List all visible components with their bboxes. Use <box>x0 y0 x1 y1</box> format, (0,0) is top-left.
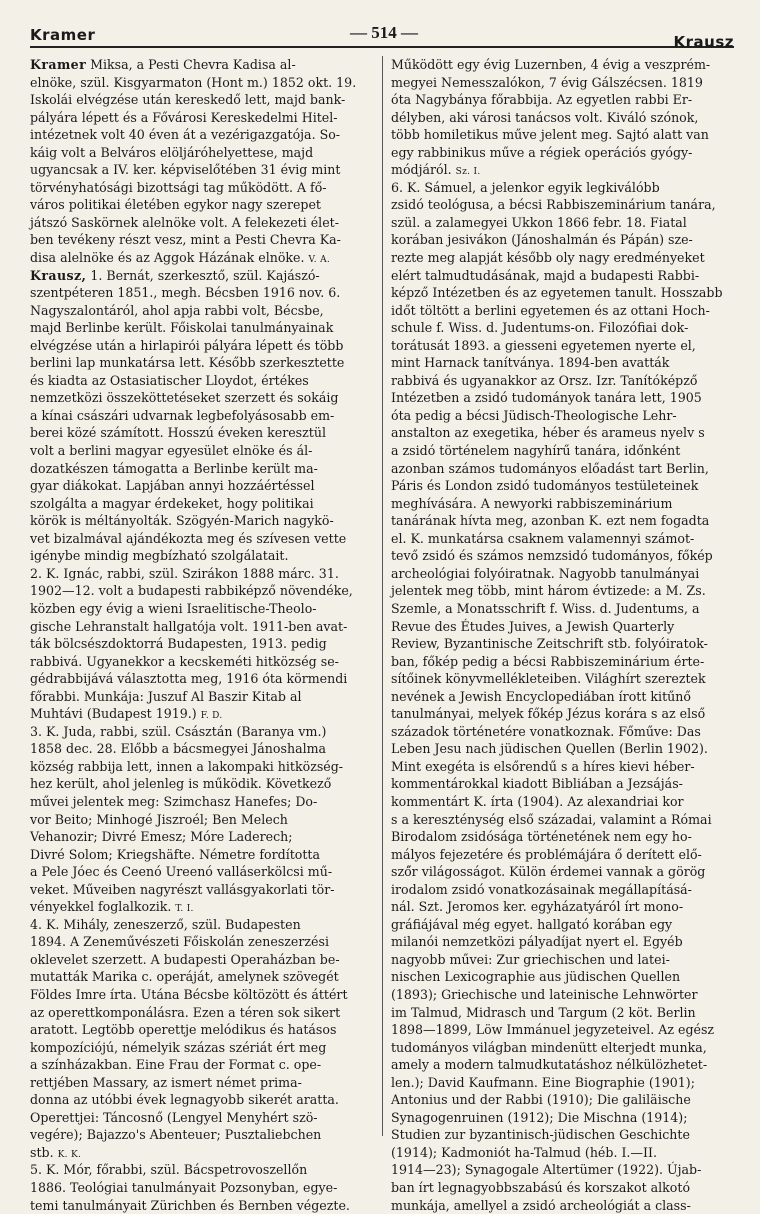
right-column-text-line: több homiletikus műve jelent meg. Sajtó alatt van <box>391 127 709 143</box>
right-column-text-line: sítőinek könyvmellékleteiben. Világhírt szereztek <box>391 671 706 687</box>
right-column-text-line: len.); David Kaufmann. Eine Biographie (1901); <box>391 1074 695 1090</box>
left-column-text-line: főrabbi. Munkája: Juszuf Al Baszir Kitab al <box>30 688 302 704</box>
right-column-text-line: jelentek meg több, mint három évtizede: a M. Zs. <box>391 583 706 599</box>
right-column-text-line: schule f. Wiss. d. Judentums-on. Filozófiai dok- <box>391 320 689 336</box>
right-column-text-line: szül. a zalamegyei Ukkon 1866 febr. 18. Fiatal <box>391 214 687 230</box>
right-column-text-line: anstalton az exegetika, héber és arameus nyelv s <box>391 425 705 441</box>
left-column-text-line: 3. K. Juda, rabbi, szül. Császtán (Baranya vm.) <box>30 723 327 739</box>
left-column-text-line: Iskolái elvégzése után kereskedő lett, majd bank- <box>30 92 346 108</box>
left-column-text-line: Operettjei: Táncosnő (Lengyel Menyhért szö- <box>30 1109 318 1125</box>
right-column-text-line: Páris és London zsidó tudományos testületeinek <box>391 478 699 494</box>
right-column-text-line: (1914); Kadmoniót ha-Talmud (héb. I.—II. <box>391 1144 657 1160</box>
right-column-text-line: a zsidó történelem nagyhírű tanára, időnként <box>391 443 681 459</box>
right-column-text-line: mályos fejezetére és problémájára ő derített elő- <box>391 846 702 862</box>
left-column-text-line: ugyancsak a IV. ker. képviselőtében 31 évig mint <box>30 162 341 178</box>
right-column-text-line: 1914—23); Synagogale Altertümer (1922). Újab- <box>391 1162 702 1178</box>
right-column-text-line: irodalom zsidó vonatkozásainak megállapításá- <box>391 881 692 897</box>
left-column-text-line: mutatták Marika c. operáját, amelynek szövegét <box>30 969 339 985</box>
right-column-text-line: gráfiájával még egyet. hallgató korában egy <box>391 916 673 932</box>
right-column-text-line: Revue des Études Juives, a Jewish Quarterly <box>391 618 675 634</box>
left-column-text-line: Divré Solom; Kriegshäfte. Németre fordította <box>30 846 320 862</box>
left-column-text-line: Muhtávi (Budapest 1919.) F. D. <box>30 706 223 722</box>
left-column-text-line: disa alelnöke és az Aggok Házának elnöke. V. A. <box>30 250 331 266</box>
left-column-text-line: kompozíciójú, némelyik százas szériát ért meg <box>30 1039 327 1055</box>
left-column-text-line: pályára lépett és a Fővárosi Kereskedelmi Hitel- <box>30 109 338 125</box>
right-column-text-line: s a kereszténység első századai, valamint a Római <box>391 811 712 827</box>
author-signature: V. A. <box>308 255 331 266</box>
right-column-text-line: zsidó teológusa, a bécsi Rabbiszeminárium tanára, <box>391 197 716 213</box>
right-column-text-line: munkája, amellyel a zsidó archeológiát a class- <box>391 1197 691 1213</box>
right-column-text-line: torátusát 1893. a giesseni egyetemen nyerte el, <box>391 337 696 353</box>
right-column-text-line: századok történetére vonatkoznak. Főműve: Das <box>391 723 701 739</box>
left-column-text-line: igénybe mindig megbízható szolgálatait. <box>30 548 289 564</box>
right-column-text-line: óta Nagybánya főrabbija. Az egyetlen rabbi Er- <box>391 92 693 108</box>
right-column-text-line: nagyobb művei: Zur griechischen und latei- <box>391 951 670 967</box>
left-column-text-line: rabbivá. Ugyanekkor a kecskeméti hitközség se- <box>30 653 339 669</box>
left-column-text-line: káig volt a Belváros elöljáróhelyettese, majd <box>30 144 314 160</box>
left-column-text-line: rettjében Massary, az ismert német prima- <box>30 1074 302 1090</box>
right-column-text-line: nischen Lexicographie aus jüdischen Quellen <box>391 969 681 985</box>
left-column-text-line: játszó Saskörnek alelnöke volt. A felekezeti élet- <box>30 214 339 230</box>
right-column-text-line: nál. Szt. Jeromos ker. egyházatyáról írt mono- <box>391 899 684 915</box>
right-column-text-line: nevének a Jewish Encyclopediában írott kitűnő <box>391 688 691 704</box>
left-column-text-line: intézetnek volt 40 éven át a vezérigazgatója. So- <box>30 127 341 143</box>
right-column-text-line: el. K. munkatársa csaknem valamennyi számot- <box>391 530 695 546</box>
right-column-text-line: képző Intézetben és az egyetemen tanult. Hosszabb <box>391 285 723 301</box>
right-column-text-line: Birodalom zsidósága történetének nem egy ho- <box>391 829 692 845</box>
right-column-text-line: egy rabbinikus műve a régiek operációs gyógy- <box>391 144 693 160</box>
author-signature: F. D. <box>200 711 223 722</box>
right-column-text-line: Intézetben a zsidó tudományok tanára lett, 1905 <box>391 390 702 406</box>
right-column-text-line: tanulmányai, melyek főkép Jézus korára s az első <box>391 706 706 722</box>
left-column-text-line: nemzetközi összeköttetéseket szerzett és sokáig <box>30 390 339 406</box>
running-header <box>30 22 734 51</box>
left-column-text-line: a kínai császári udvarnak legbefolyásosabb em- <box>30 407 335 423</box>
left-column-text-line: temi tanulmányait Zürichben és Bernben végezte. <box>30 1197 350 1213</box>
right-column-text-line: óta pedig a bécsi Jüdisch-Theologische Lehr- <box>391 407 677 423</box>
right-column-text-line: Mint exegéta is elsőrendű s a híres kievi héber- <box>391 758 695 774</box>
left-column <box>30 56 382 1214</box>
right-column-text-line: Antonius und der Rabbi (1910); Die galiläische <box>391 1092 691 1108</box>
right-column-text-line: (1893); Griechische und lateinische Lehnwörter <box>391 986 698 1002</box>
left-column-text-line: szentpéteren 1851., megh. Bécsben 1916 nov. 6. <box>30 285 341 301</box>
right-column-text-line: ban írt legnagyobbszabású és korszakot alkotó <box>391 1180 691 1195</box>
left-column-text-line: közben egy évig a wieni Israelitische-Theolo- <box>30 600 317 616</box>
left-column-text-line: hez került, ahol jelenleg is működik. Következő <box>30 776 332 792</box>
left-column-text-line: majd Berlinbe került. Főiskolai tanulmányainak <box>30 320 334 336</box>
left-column-text-line: stb. K. K. <box>30 1144 82 1160</box>
right-column-text-line: 1898—1899, Löw Immánuel jegyzeteivel. Az egész <box>391 1022 715 1038</box>
left-column-text-line: vet bizalmával ajándékozta meg és szívesen vette <box>30 530 347 546</box>
left-column-text-line: 1858 dec. 28. Előbb a bácsmegyei Jánoshalma <box>30 741 327 757</box>
right-column-text-line: sző̋r világosságot. Külön érdemei vannak a görög <box>391 864 706 880</box>
right-column-text-line: im Talmud, Midrasch und Targum (2 köt. Berlin <box>391 1004 696 1020</box>
right-column-text-line: megyei Nemesszalókon, 7 évig Gálszécsen. 1819 <box>391 74 703 90</box>
left-column-text-line: a Pele Jóec és Ceenó Ureenó valláserkölcsi mű- <box>30 864 333 880</box>
right-column-text-line: elért talmudtudásának, majd a budapesti Rabbi- <box>391 267 700 283</box>
left-column-text-line: és kiadta az Ostasiatischer Lloydot, értékes <box>30 372 309 388</box>
left-column-text-line: volt a berlini magyar egyesület elnöke és ál- <box>30 443 313 459</box>
right-column-text-line: archeológiai folyóiratnak. Nagyobb tanulmányai <box>391 565 700 581</box>
right-column-text-line: délyben, aki városi tanácsos volt. Kiváló szónok, <box>391 109 699 125</box>
left-column-text-line: törvényhatósági bizottsági tag működött. A fő- <box>30 179 327 195</box>
right-column-text-line: kommentárokkal kiadott Bibliában a Jezsájás- <box>391 776 683 792</box>
left-column-text-line: vor Beito; Minhogé Jiszroél; Ben Melech <box>30 811 288 827</box>
left-column-text-line: szolgálta a magyar érdekeket, hogy politikai <box>30 495 314 511</box>
right-column-text-line: korában jesivákon (Jánoshalmán és Pápán) sze- <box>391 232 693 248</box>
right-column-text-line: mint Harnack tanítványa. 1894-ben avatták <box>391 355 670 371</box>
left-column-text-line: elvégzése után a hirlapirói pályára lépett és több <box>30 337 344 353</box>
left-column-text-line: ben tevékeny részt vesz, mint a Pesti Chevra Ka- <box>30 232 341 248</box>
right-column-text-line: 6. K. Sámuel, a jelenkor egyik legkiválóbb <box>391 179 660 195</box>
left-column-text-line: Földes Imre írta. Utána Bécsbe költözött és áttért <box>30 986 348 1002</box>
right-column-text-line: Szemle, a Monatsschrift f. Wiss. d. Judentums, a <box>391 600 700 616</box>
right-column-text-line: ban, főkép pedig a bécsi Rabbiszeminárium érte- <box>391 653 705 669</box>
page-number: — 514 — <box>350 23 418 42</box>
right-column-text-line: rabbivá és ugyanakkor az Orsz. Izr. Tanítóképző <box>391 372 698 388</box>
right-column-text-line: Review, Byzantinische Zeitschrift stb. folyóiratok- <box>391 636 708 652</box>
right-column-text-line: Működött egy évig Luzernben, 4 évig a veszprém- <box>391 57 711 72</box>
right-column-text-line: kommentárt K. írta (1904). Az alexandriai kor <box>391 793 684 809</box>
right-column-text-line: tevő zsidó és számos nemzsidó tudományos, főkép <box>391 548 713 564</box>
right-column-text-line: időt töltött a berlini egyetemen és az ottani Hoch- <box>391 302 710 318</box>
left-column-text-line: vegére); Bajazzo's Abenteuer; Pusztaliebchen <box>30 1127 322 1143</box>
left-column-text-line: 1886. Teológiai tanulmányait Pozsonyban, egye- <box>30 1180 338 1195</box>
entry-headword: Kramer <box>30 57 87 72</box>
left-column-text-line: oklevelet szerzett. A budapesti Operaházban be- <box>30 951 340 967</box>
right-column-text-line: Leben Jesu nach jüdischen Quellen (Berlin 1902). <box>391 741 708 757</box>
left-column-text-line: gédrabbijává választotta meg, 1916 óta körmendi <box>30 671 348 687</box>
left-column-text-line: aratott. Legtöbb operettje melódikus és hatásos <box>30 1022 337 1038</box>
right-column-text-line: tudományos világban mindenütt elterjedt munka, <box>391 1039 707 1055</box>
right-column-text-line: rezte meg alapját később oly nagy eredményeket <box>391 250 705 266</box>
left-column-text-line: város politikai életében egykor nagy szerepet <box>30 197 321 213</box>
left-column-text-line: berei közé számított. Hosszú éveken keresztül <box>30 425 326 441</box>
left-column-text-line: község rabbija lett, innen a lakompaki hitközség- <box>30 758 344 774</box>
right-column-text-line: azonban számos tudományos előadást tart Berlin, <box>391 460 709 476</box>
author-signature: Sz. I. <box>455 167 481 178</box>
left-column-text-line: vényekkel foglalkozik. T. I. <box>30 899 194 915</box>
right-column <box>382 56 734 1213</box>
left-column-text-line: dozatkészen támogatta a Berlinbe került ma- <box>30 460 318 476</box>
header-left-word: Kramer <box>30 26 96 44</box>
right-column-text-line: módjáról. Sz. I. <box>391 162 481 178</box>
right-column-text-line: tanárának hívta meg, azonban K. ezt nem fogadta <box>391 513 710 529</box>
left-column-text-line: gyar diákokat. Lapjában annyi hozzáértéssel <box>30 478 315 494</box>
right-column-text-line: Studien zur byzantinisch-jüdischen Geschichte <box>391 1127 690 1143</box>
left-column-text-line: gische Lehranstalt hallgatója volt. 1911-ben avat- <box>30 618 348 634</box>
left-column-text-line: körök is méltányolták. Szögyén-Marich nagykö- <box>30 513 334 529</box>
left-column-text-line: 4. K. Mihály, zeneszerző, szül. Budapesten <box>30 916 301 932</box>
text-columns <box>30 56 734 1214</box>
left-column-text-line: 1902—12. volt a budapesti rabbiképző növendéke, <box>30 583 353 599</box>
right-column-text-line: Synagogenruinen (1912); Die Mischna (1914); <box>391 1109 688 1125</box>
header-right-word: Krausz <box>673 33 734 51</box>
left-column-text-line: Vehanozir; Divré Emesz; Móre Laderech; <box>30 829 293 845</box>
left-column-text-line: donna az utóbbi évek legnagyobb sikerét aratta. <box>30 1092 339 1108</box>
left-column-text-line: Nagyszalontáról, ahol apja rabbi volt, Bécsbe, <box>30 302 324 318</box>
entry-headword: Krausz, <box>30 267 87 283</box>
author-signature: T. I. <box>175 904 194 915</box>
left-column-text-line: elnöke, szül. Kisgyarmaton (Hont m.) 1852 okt. 19. <box>30 74 357 90</box>
left-column-text-line: művei jelentek meg: Szimchasz Hanefes; Do- <box>30 793 318 809</box>
right-column-text-line: milanói nemzetközi pályadíjat nyert el. Egyéb <box>391 934 683 950</box>
left-column-text-line: berlini lap munkatársa lett. Később szerkesztette <box>30 355 345 371</box>
right-column-text-line: amely a modern talmudkutatáshoz nélkülözhetet- <box>391 1057 708 1073</box>
left-column-text-line: veket. Műveiben nagyrészt vallásgyakorlati tör- <box>30 881 335 897</box>
left-column-text-line: ták bölcsészdoktorrá Budapesten, 1913. pedig <box>30 636 327 652</box>
right-column-text-line: meghívására. A newyorki rabbiszeminárium <box>391 495 673 511</box>
left-column-text-line: 1894. A Zeneművészeti Főiskolán zeneszerzési <box>30 934 329 950</box>
left-column-text-line: 2. K. Ignác, rabbi, szül. Szirákon 1888 márc. 31. <box>30 565 339 581</box>
left-column-text-line: Kramer Miksa, a Pesti Chevra Kadisa al- <box>30 57 296 72</box>
left-column-text-line: Krausz, 1. Bernát, szerkesztő, szül. Kajászó- <box>30 267 320 283</box>
left-column-text-line: 5. K. Mór, főrabbi, szül. Bácspetrovoszellőn <box>30 1162 308 1178</box>
left-column-text-line: a színházakban. Eine Frau der Format c. ope- <box>30 1057 322 1073</box>
author-signature: K. K. <box>57 1149 82 1160</box>
left-column-text-line: az operettkomponálásra. Ezen a téren sok sikert <box>30 1004 341 1020</box>
